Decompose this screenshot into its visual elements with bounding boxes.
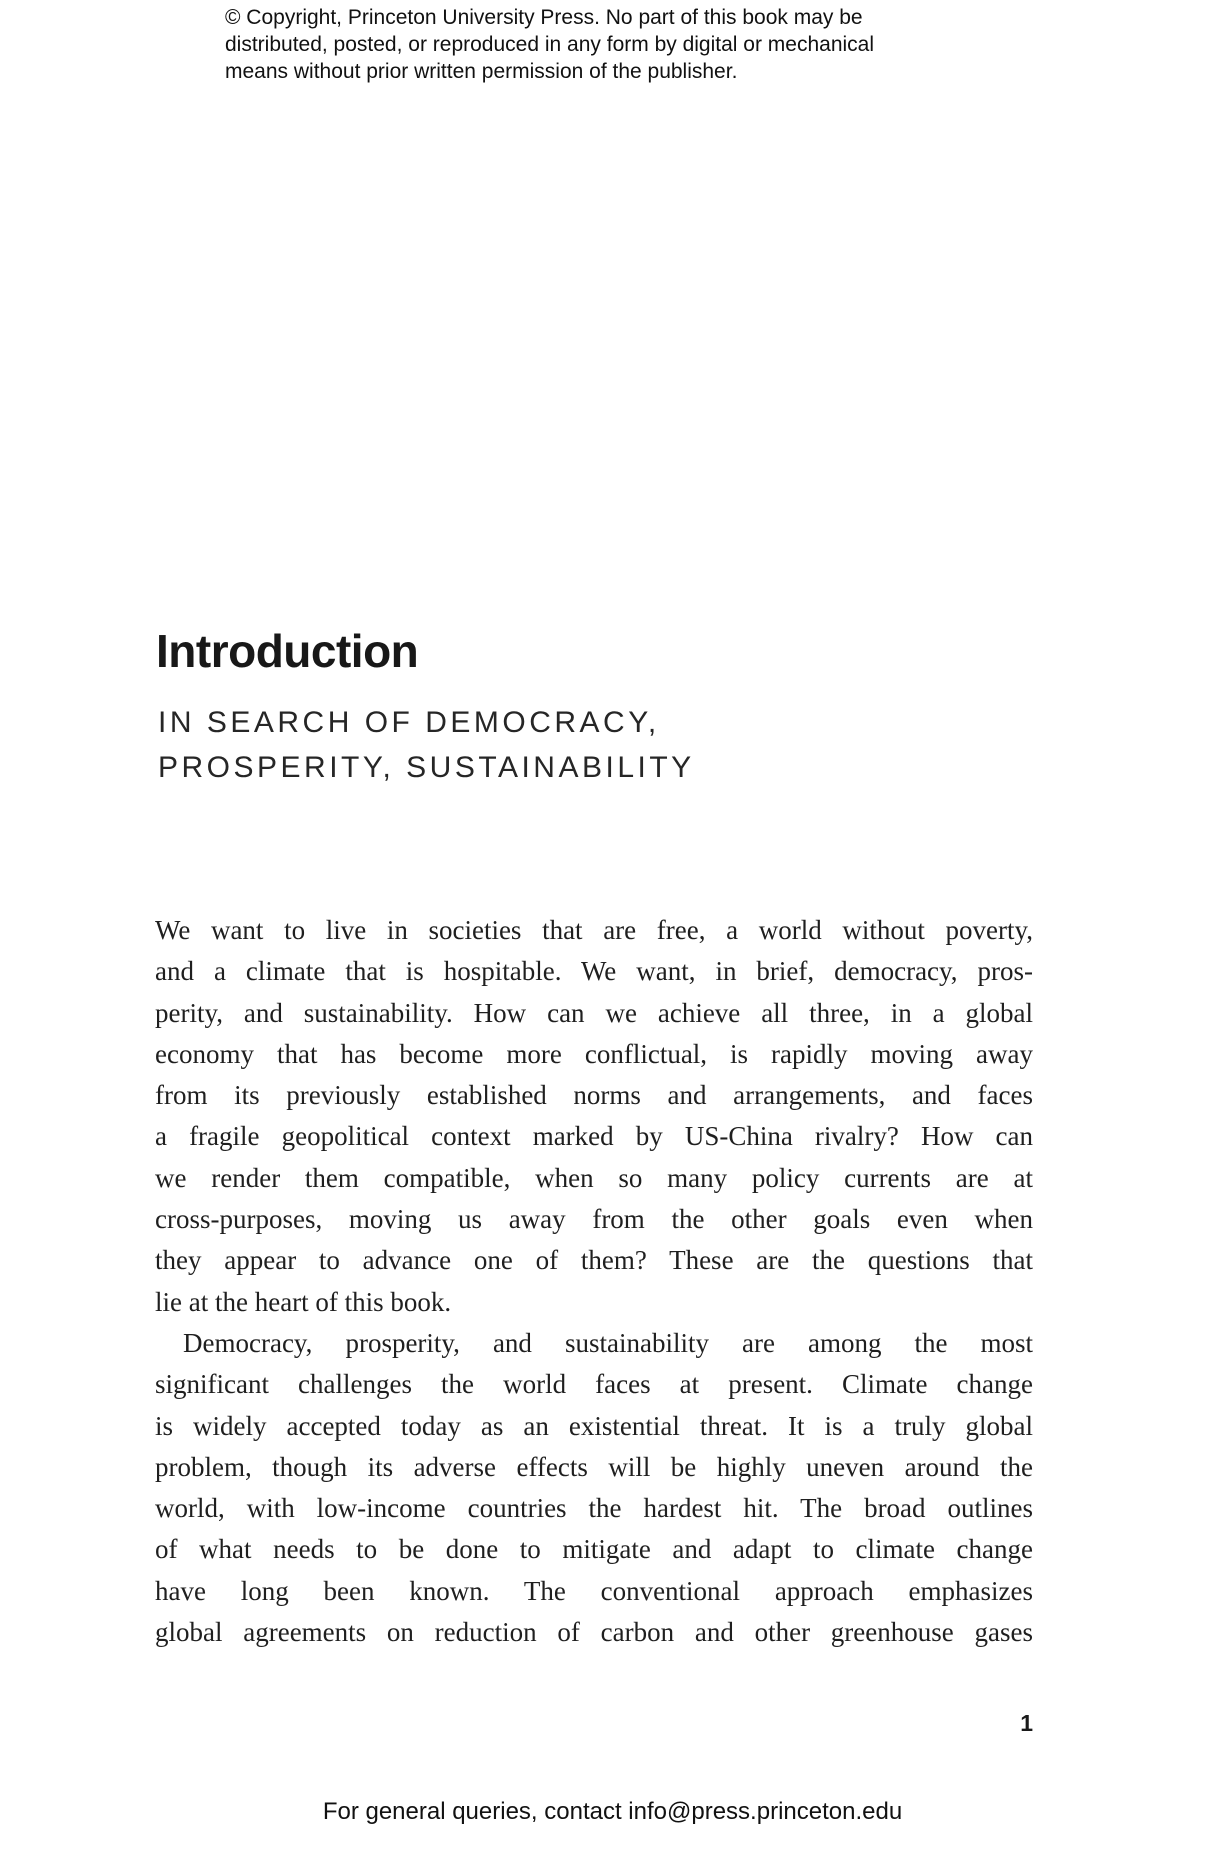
chapter-title: Introduction	[156, 625, 419, 677]
chapter-subtitle-line: IN SEARCH OF DEMOCRACY,	[158, 706, 660, 739]
body-line: is widely accepted today as an existential threat. It is a truly global	[155, 1410, 1033, 1441]
copyright-line: © Copyright, Princeton University Press. No part of this book may be	[225, 6, 863, 29]
paragraph	[155, 910, 1033, 1323]
body-line: global agreements on reduction of carbon and other greenhouse gases	[155, 1617, 1033, 1648]
body-line: problem, though its adverse effects will be highly uneven around the	[155, 1451, 1033, 1482]
copyright-line: means without prior written permission of the publisher.	[225, 60, 738, 83]
body-line: perity, and sustainability. How can we achieve all three, in a global	[155, 997, 1033, 1028]
copyright-line: distributed, posted, or reproduced in any form by digital or mechanical	[225, 33, 875, 56]
body-line: from its previously established norms and arrangements, and faces	[155, 1080, 1033, 1111]
chapter-subtitle	[158, 700, 695, 790]
paragraph	[155, 1323, 1033, 1653]
body-line: of what needs to be done to mitigate and adapt to climate change	[155, 1534, 1033, 1565]
body-line: have long been known. The conventional approach emphasizes	[155, 1575, 1033, 1606]
body-text	[155, 910, 1033, 1653]
body-line: lie at the heart of this book.	[155, 1286, 452, 1317]
body-line: world, with low-income countries the hardest hit. The broad outlines	[155, 1493, 1033, 1524]
body-line: they appear to advance one of them? These are the questions that	[155, 1245, 1033, 1276]
footer-query-note: For general queries, contact info@press.princeton.edu	[322, 1798, 903, 1825]
page-number: 1	[1020, 1710, 1033, 1736]
body-line: we render them compatible, when so many policy currents are at	[155, 1162, 1033, 1193]
body-line: Democracy, prosperity, and sustainability are among the most	[183, 1327, 1033, 1358]
body-line: We want to live in societies that are free, a world without poverty,	[155, 915, 1033, 945]
copyright-notice	[225, 4, 874, 85]
body-line: cross-purposes, moving us away from the other goals even when	[155, 1204, 1033, 1235]
chapter-subtitle-line: PROSPERITY, SUSTAINABILITY	[158, 751, 695, 784]
body-line: a fragile geopolitical context marked by US-China rivalry? How can	[155, 1121, 1033, 1152]
body-line: economy that has become more conflictual, is rapidly moving away	[155, 1038, 1033, 1069]
body-line: significant challenges the world faces at present. Climate change	[155, 1369, 1033, 1400]
body-line: and a climate that is hospitable. We want, in brief, democracy, pros-	[155, 956, 1033, 987]
